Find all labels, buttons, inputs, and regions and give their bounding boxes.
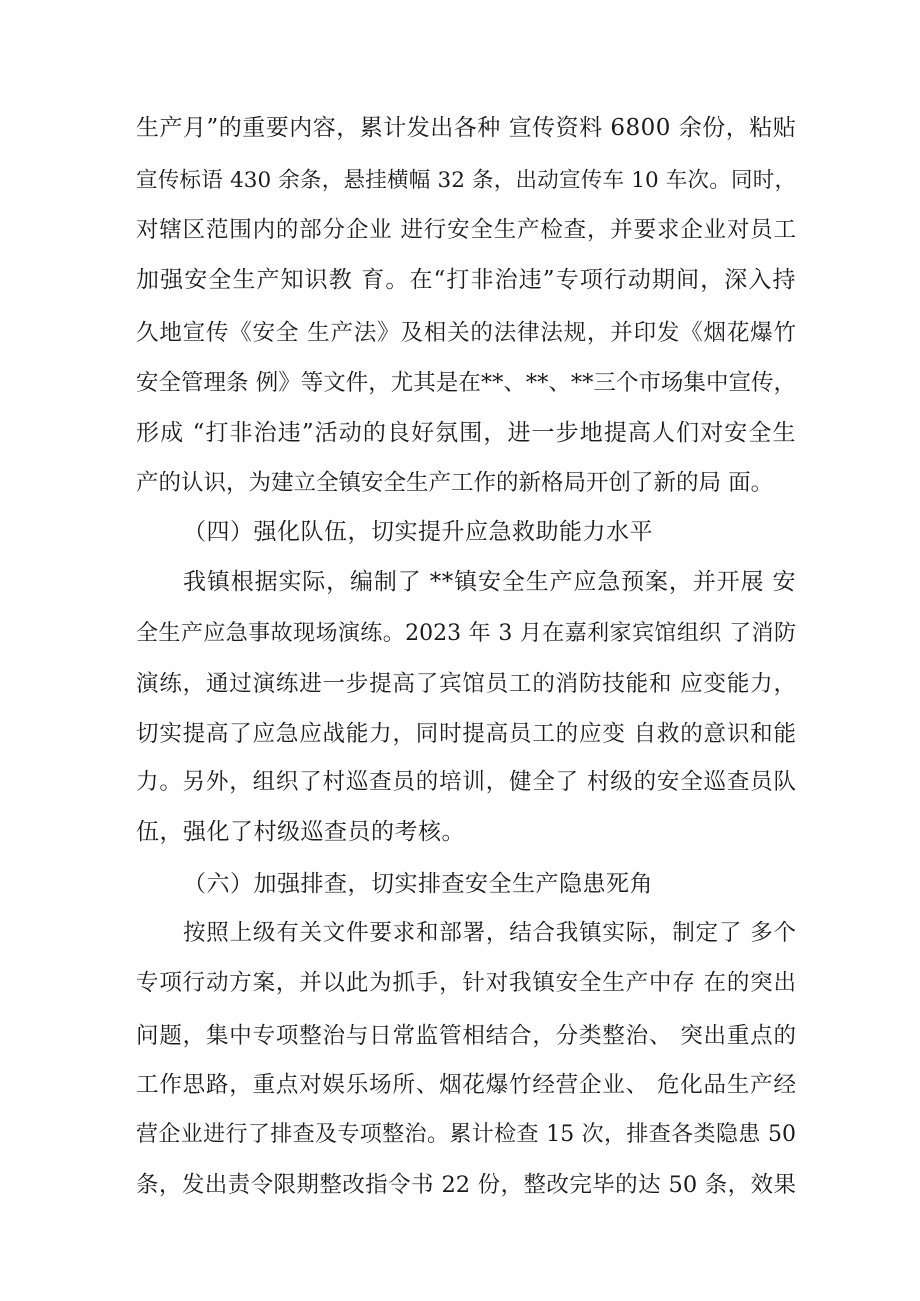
paragraph-2-line-1: 我镇根据实际，编制了 **镇安全生产应急预案，并开展 安	[183, 569, 796, 595]
paragraph-1-line-4: 加强安全生产知识教 育。在“打非治违”专项行动期间，深入持	[136, 267, 796, 293]
paragraph-1-line-2: 宣传标语 430 余条，悬挂横幅 32 条，出动宣传车 10 车次。同时，	[136, 168, 796, 193]
section-heading-6: （六）加强排查，切实排查安全生产隐患死角	[183, 871, 653, 897]
paragraph-2-line-3: 演练，通过演练进一步提高了宾馆员工的消防技能和 应变能力，	[136, 671, 796, 697]
paragraph-2-line-4: 切实提高了应急应战能力，同时提高员工的应变 自救的意识和能	[136, 721, 796, 747]
paragraph-1-line-7: 形成 “打非治违”活动的良好氛围，进一步地提高人们对安全生	[136, 420, 796, 446]
paragraph-1-line-1: 生产月”的重要内容，累计发出各种 宣传资料 6800 余份，粘贴	[136, 115, 797, 141]
paragraph-2-line-5: 力。另外，组织了村巡查员的培训，健全了 村级的安全巡查员队	[136, 769, 796, 795]
paragraph-3-line-2: 专项行动方案，并以此为抓手，针对我镇安全生产中存 在的突出	[136, 970, 796, 996]
paragraph-1-line-6: 安全管理条 例》等文件，尤其是在**、**、**三个市场集中宣传，	[136, 370, 796, 396]
paragraph-3-line-4: 工作思路，重点对娱乐场所、烟花爆竹经营企业、 危化品生产经	[136, 1072, 796, 1098]
paragraph-1-line-3: 对辖区范围内的部分企业 进行安全生产检查，并要求企业对员工	[136, 217, 796, 243]
paragraph-2-line-2: 全生产应急事故现场演练。2023 年 3 月在嘉利家宾馆组织 了消防	[136, 621, 796, 646]
paragraph-3-line-3: 问题，集中专项整治与日常监管相结合，分类整治、 突出重点的	[136, 1023, 796, 1049]
paragraph-2-line-6: 伍，强化了村级巡查员的考核。	[136, 819, 465, 845]
section-heading-4: （四）强化队伍，切实提升应急救助能力水平	[183, 519, 653, 545]
paragraph-3-line-6: 条，发出责令限期整改指令书 22 份，整改完毕的达 50 条，效果	[136, 1172, 796, 1198]
paragraph-1-line-5: 久地宣传《安全 生产法》及相关的法律法规，并印发《烟花爆竹	[136, 320, 796, 346]
paragraph-1-line-8: 产的认识，为建立全镇安全生产工作的新格局开创了新的局 面。	[136, 470, 774, 496]
paragraph-3-line-1: 按照上级有关文件要求和部署，结合我镇实际，制定了 多个	[183, 920, 796, 946]
paragraph-3-line-5: 营企业进行了排查及专项整治。累计检查 15 次，排查各类隐患 50	[136, 1122, 796, 1147]
